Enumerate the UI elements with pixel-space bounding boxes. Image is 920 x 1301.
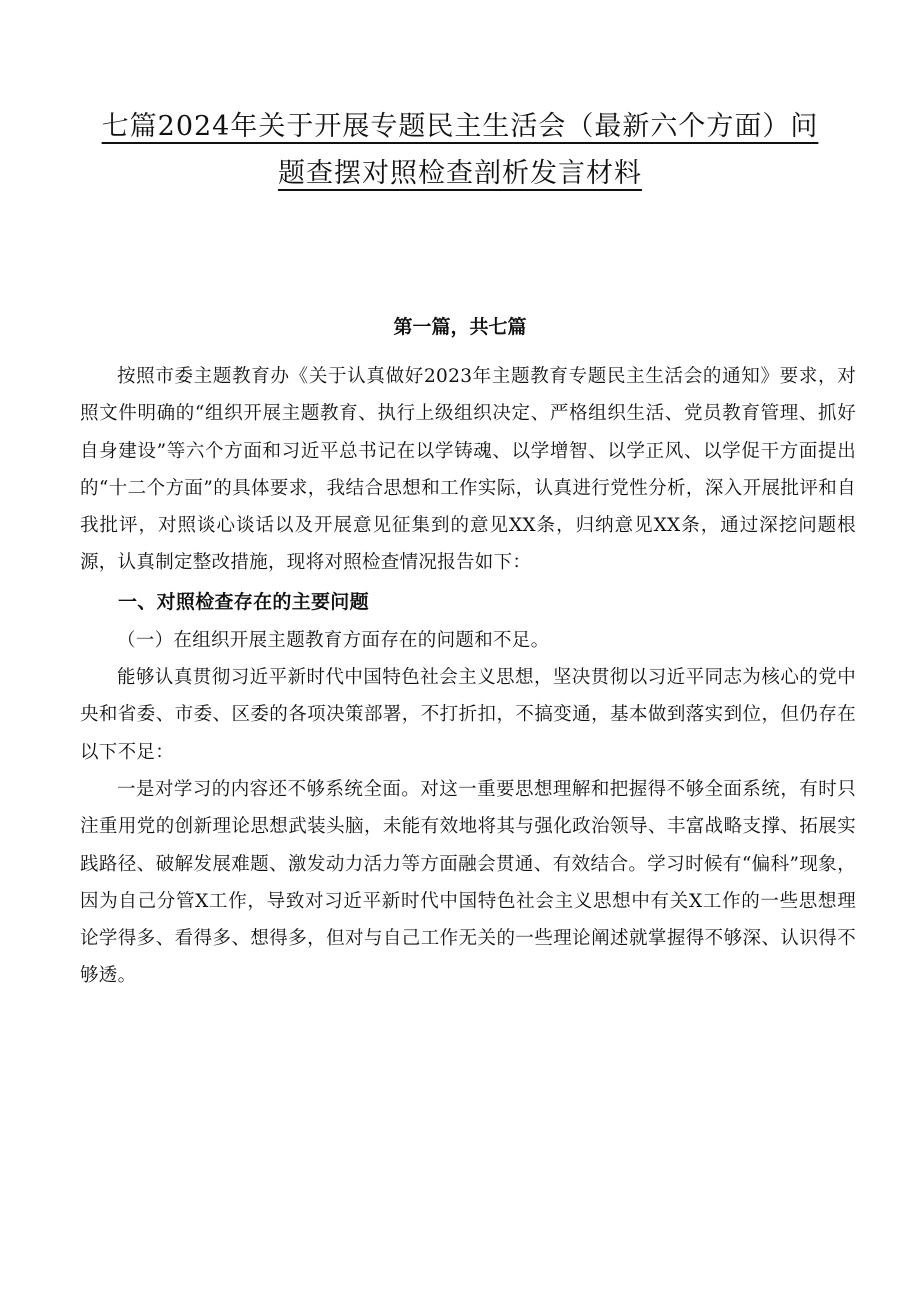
intro-paragraph: 按照市委主题教育办《关于认真做好2023年主题教育专题民主生活会的通知》要求，对照文件明确的“组织开展主题教育、执行上级组织决定、严格组织生活、党员教育管理、抓好自身建设”等六个方面和习近平总书记在以学铸魂、以学增智、以学正风、以学促干方面提出的“十二个方面”的具体要求，我结合思想和工作实际，认真进行党性分析，深入开展批评和自我批评，对照谈心谈话以及开展意见征集到的意见XX条，归纳意见XX条，通过深挖问题根源，认真制定整改措施，现将对照检查情况报告如下： [80, 366, 856, 574]
body-paragraph: 一是对学习的内容还不够系统全面。对这一重要思想理解和把握得不够全面系统，有时只注重用党的创新理论思想武装头脑，未能有效地将其与强化政治领导、丰富战略支撑、拓展实践路径、破解发展难题、激发动力活力等方面融会贯通、有效结合。学习时候有“偏科”现象，因为自己分管X工作，导致对习近平新时代中国特色社会主义思想中有关X工作的一些思想理论学得多、看得多、想得多，但对与自己工作无关的一些理论阐述就掌握得不够深、认识得不够透。 [80, 778, 856, 987]
document-body [80, 358, 856, 995]
part-subtitle: 第一篇，共七篇 [393, 316, 527, 338]
document-title [60, 110, 860, 204]
section-heading-1: 一、对照检查存在的主要问题 [118, 590, 369, 613]
title-line-2: 题查摆对照检查剖析发言材料 [278, 158, 642, 189]
title-line-1: 七篇2024年关于开展专题民主生活会（最新六个方面）问 [101, 111, 819, 142]
subsection-heading-1: （一）在组织开展主题教育方面存在的问题和不足。 [117, 629, 550, 651]
body-paragraph: 能够认真贯彻习近平新时代中国特色社会主义思想，坚决贯彻以习近平同志为核心的党中央和省委、市委、区委的各项决策部署，不打折扣，不搞变通，基本做到落实到位，但仍存在以下不足： [80, 667, 856, 763]
